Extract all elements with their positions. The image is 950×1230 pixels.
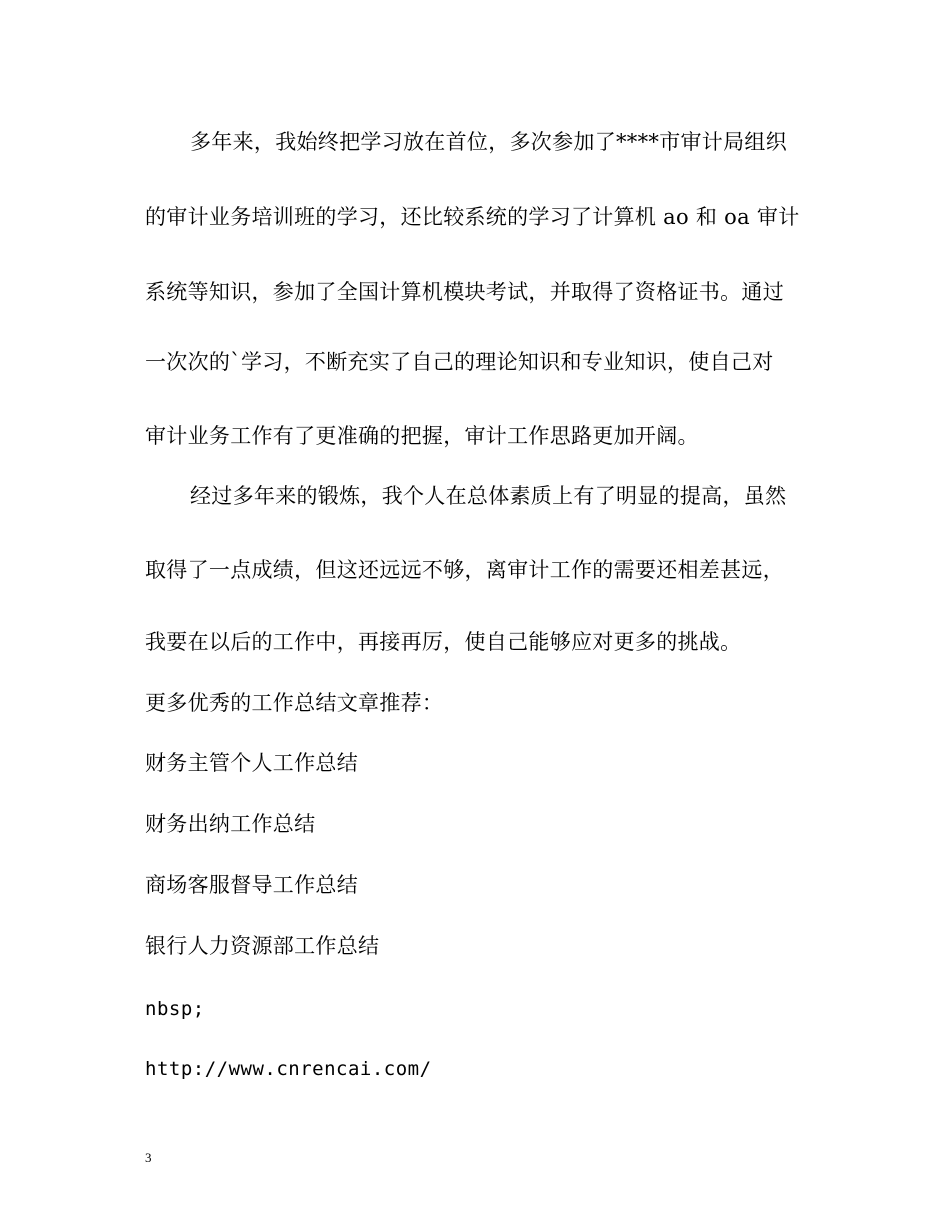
url-link[interactable]: http://www.cnrencai.com/ (145, 1058, 432, 1080)
paragraph-1-line-3: 系统等知识，参加了全国计算机模块考试，并取得了资格证书。通过 (145, 280, 784, 304)
paragraph-1-line-5: 审计业务工作有了更准确的把握，审计工作思路更加开阔。 (145, 424, 699, 448)
recommend-link-2[interactable]: 财务出纳工作总结 (145, 812, 316, 836)
paragraph-2-line-1: 经过多年来的锻炼，我个人在总体素质上有了明显的提高，虽然 (190, 484, 787, 508)
recommend-link-4[interactable]: 银行人力资源部工作总结 (145, 934, 380, 958)
nbsp-text: nbsp; (145, 998, 205, 1020)
recommend-link-1[interactable]: 财务主管个人工作总结 (145, 751, 358, 775)
recommend-link-3[interactable]: 商场客服督导工作总结 (145, 873, 358, 897)
paragraph-1-line-1: 多年来，我始终把学习放在首位，多次参加了****市审计局组织 (190, 130, 787, 154)
paragraph-1-line-2: 的审计业务培训班的学习，还比较系统的学习了计算机 ao 和 oa 审计 (145, 205, 800, 229)
paragraph-2-line-2: 取得了一点成绩，但这还远远不够，离审计工作的需要还相差甚远， (145, 558, 784, 582)
recommend-heading: 更多优秀的工作总结文章推荐： (145, 691, 444, 715)
page-number: 3 (145, 1150, 152, 1165)
paragraph-1-line-4: 一次次的`学习，不断充实了自己的理论知识和专业知识，使自己对 (145, 350, 774, 374)
paragraph-2-line-3: 我要在以后的工作中，再接再厉，使自己能够应对更多的挑战。 (145, 630, 742, 654)
